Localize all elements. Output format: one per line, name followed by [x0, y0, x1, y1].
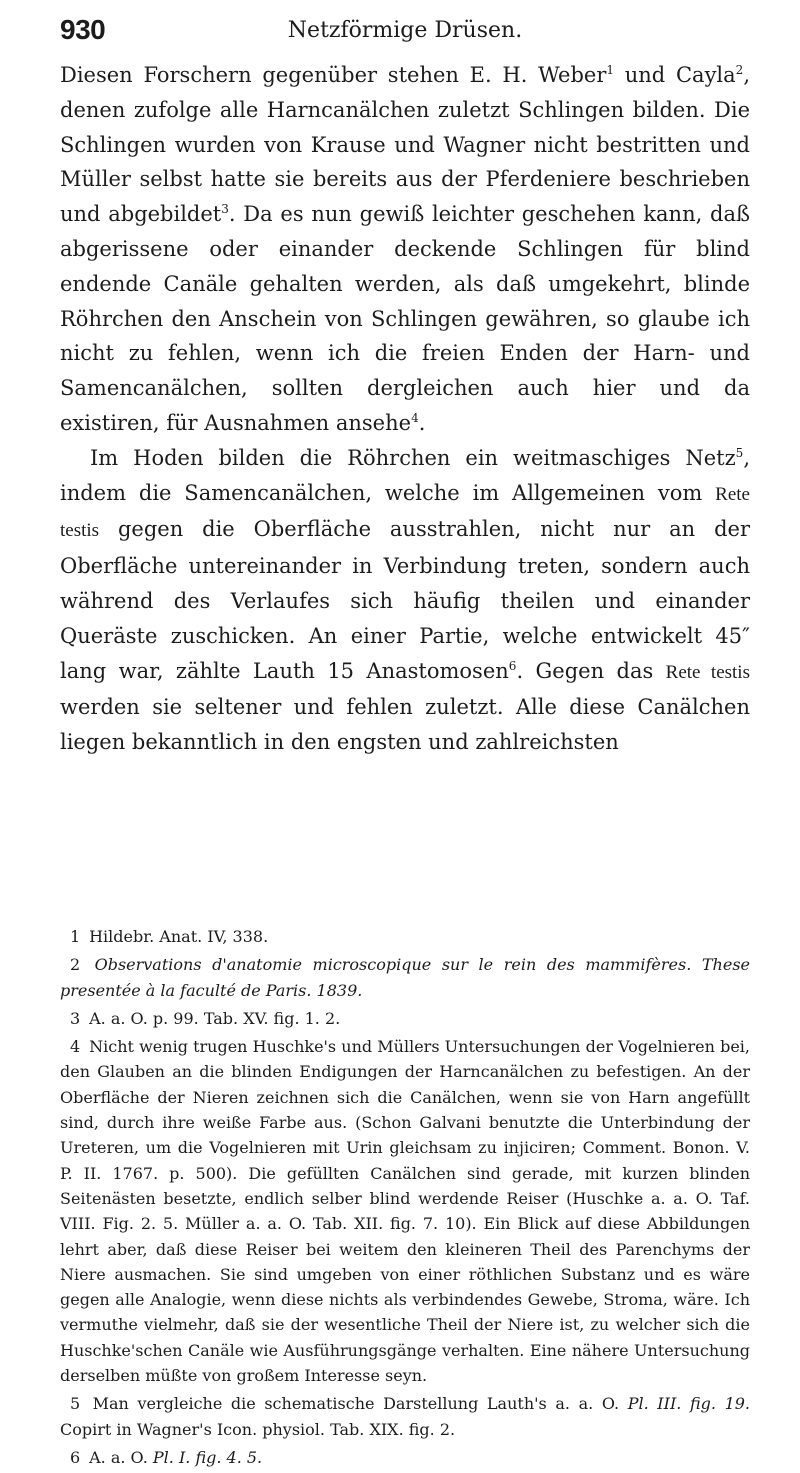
footnote-2: [60, 952, 750, 1003]
footnote-5: [60, 1391, 750, 1442]
text-segment: werden sie seltener und fehlen zuletzt. Alle diese Canälchen liegen bekanntlich in den engsten und zahlreichsten: [60, 695, 750, 755]
footnote-3: [60, 1006, 750, 1031]
footnote-4: [60, 1034, 750, 1388]
text-segment: . Da es nun gewiß leichter geschehen kann, daß abgerissene oder einander deckende Schlingen für blind endende Canäle gehalten werden, als daß umgekehrt, blinde Röhrchen den Anschein von Schlingen gewähren, so glaube ich nicht zu fehlen, wenn ich die freien Enden der Harn- und Samencanälchen, sollten dergleichen auch hier und da existiren, für Ausnahmen ansehe: [60, 202, 751, 435]
text-segment: .: [418, 410, 426, 435]
footnote-number: 2: [70, 955, 81, 975]
footnote-ref-3: 3: [221, 202, 229, 217]
paragraph-1: [60, 58, 750, 441]
footnote-number: 4: [70, 1037, 81, 1057]
page-number: 930: [60, 14, 106, 45]
running-head: Netzförmige Drüsen.: [287, 18, 523, 43]
footnote-ref-1: 1: [606, 63, 614, 77]
text-segment: Im Hoden bilden die Röhrchen ein weitmaschiges Netz: [90, 445, 736, 470]
body-text: [60, 58, 750, 760]
footnote-italic: Pl. I. fig. 4. 5.: [152, 1447, 263, 1467]
latin-term: Rete testis: [60, 483, 750, 542]
footnote-text: A. a. O.: [89, 1447, 153, 1467]
footnote-text: Hildebr. Anat. IV, 338.: [89, 927, 269, 946]
footnote-italic: Pl. III. fig. 19.: [627, 1394, 751, 1414]
footnote-text: Man vergleiche die schematische Darstellung Lauth's a. a. O.: [92, 1394, 628, 1414]
footnote-1: [60, 924, 750, 949]
footnote-6: [60, 1445, 750, 1470]
footnote-number: 1: [70, 927, 81, 946]
footnote-ref-4: 4: [411, 410, 419, 425]
page-header: [60, 14, 750, 54]
footnote-text: Copirt in Wagner's Icon. physiol. Tab. XIX. fig. 2.: [60, 1419, 456, 1439]
text-segment: , indem die Samencanälchen, welche im Allgemeinen vom: [60, 445, 750, 505]
footnote-number: 6: [70, 1447, 81, 1467]
footnote-italic: Observations d'anatomie microscopique sur le rein des mammifères. These presentée à la faculté de Paris. 1839.: [60, 955, 750, 1000]
footnote-text: Nicht wenig trugen Huschke's und Müllers Untersuchungen der Vogelnieren bei, den Glauben an die blinden Endigungen der Harncanälchen zu befestigen. An der Oberfläche der Nieren zeichnen sich die Canälchen, wenn sie von Harn angefüllt sind, durch ihre weiße Farbe aus. (Schon Galvani benutzte die Unterbindung der Ureteren, um die Vogelnieren mit Urin gleichsam zu injiciren; Comment. Bonon. V. P. II. 1767. p. 500). Die gefüllten Canälchen sind gerade, mit kurzen blinden Seitenästen besetzte, endlich selber blind werdende Reiser (Huschke a. a. O. Taf. VIII. Fig. 2. 5. Müller a. a. O. Tab. XII. fig. 7. 10). Ein Blick auf diese Abbildungen lehrt aber, daß diese Reiser bei weitem den kleineren Theil des Parenchyms der Niere ausmachen. Sie sind umgeben von einer röthlichen Substanz und es wäre gegen alle Analogie, wenn diese nichts als verbindendes Gewebe, Stroma, wäre. Ich vermuthe vielmehr, daß sie der wesentliche Theil der Niere ist, zu welcher sich die Huschke'schen Canäle wie Ausführungsgänge verhalten. Eine nähere Untersuchung derselben müßte von großem Interesse seyn.: [60, 1037, 751, 1386]
latin-term: Rete testis: [665, 661, 750, 683]
footnote-ref-2: 2: [735, 63, 744, 77]
footnote-number: 3: [70, 1008, 81, 1028]
text-segment: , denen zufolge alle Harncanälchen zuletzt Schlingen bilden. Die Schlingen wurden von Krause und Wagner nicht bestritten und Müller selbst hatte sie bereits aus der Pferdeniere beschrieben und abgebildet: [60, 63, 750, 227]
text-segment: und Cayla: [614, 63, 736, 87]
paragraph-2: [60, 441, 750, 760]
footnote-ref-6: 6: [508, 658, 517, 673]
footnote-ref-5: 5: [735, 445, 744, 460]
text-segment: gegen die Oberfläche ausstrahlen, nicht nur an der Oberfläche untereinander in Verbindung treten, sondern auch während des Verlaufes sich häufig theilen und einander Queräste zuschicken. An einer Partie, welche entwickelt 45″ lang war, zählte Lauth 15 Anastomosen: [60, 517, 750, 683]
footnote-number: 5: [70, 1394, 81, 1414]
text-segment: . Gegen das: [516, 658, 666, 683]
text-segment: Diesen Forschern gegenüber stehen E. H. Weber: [60, 63, 607, 87]
footnotes: [60, 924, 750, 1473]
footnote-text: A. a. O. p. 99. Tab. XV. fig. 1. 2.: [89, 1008, 341, 1028]
